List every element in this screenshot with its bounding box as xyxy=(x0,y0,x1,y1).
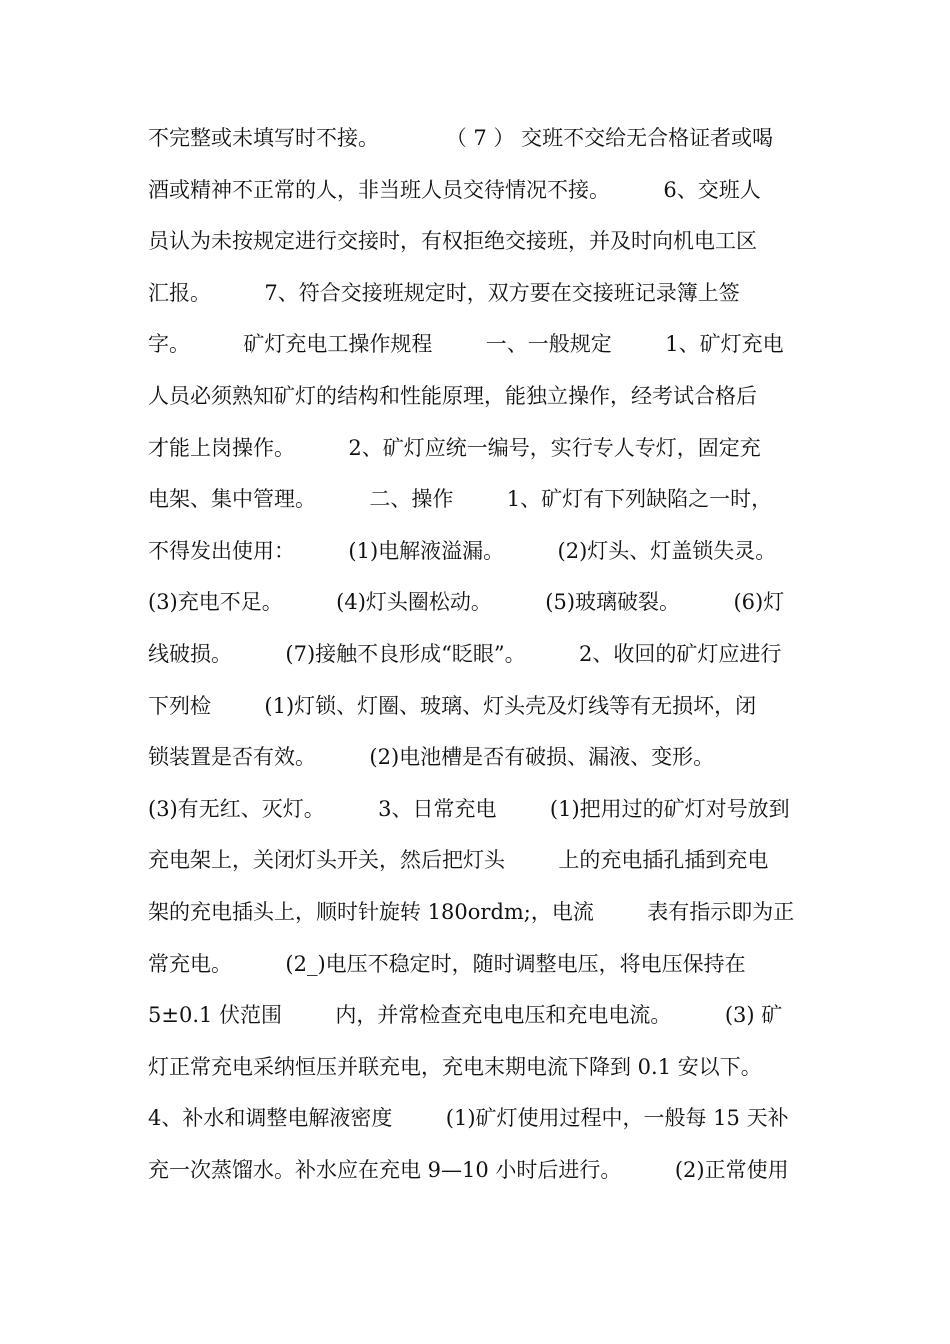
text-line: 5±0.1 伏范围 内，并常检查充电电压和充电电流。 (3) 矿 xyxy=(148,1003,783,1028)
text-line: 灯正常充电采纳恒压并联充电，充电末期电流下降到 0.1 安以下。 xyxy=(148,1054,762,1079)
text-line: 4、补水和调整电解液密度 (1)矿灯使用过程中，一般每 15 天补 xyxy=(148,1106,789,1131)
text-line: (3)充电不足。 (4)灯头圈松动。 (5)玻璃破裂。 (6)灯 xyxy=(148,590,785,615)
text-line: 酒或精神不正常的人，非当班人员交待情况不接。 6、交班人 xyxy=(148,177,761,202)
text-line: 员认为未按规定进行交接时，有权拒绝交接班，并及时向机电工区 xyxy=(148,229,757,254)
text-line: 常充电。 (2_)电压不稳定时，随时调整电压，将电压保持在 xyxy=(148,951,746,976)
text-line: 电架、集中管理。 二、操作 1、矿灯有下列缺陷之一时， xyxy=(148,487,773,512)
text-line: 线破损。 (7)接触不良形成“眨眼”。 2、收回的矿灯应进行 xyxy=(148,641,782,666)
text-line: 架的充电插头上，顺时针旋转 180ordm;，电流 表有指示即为正 xyxy=(148,899,795,924)
body-text xyxy=(148,118,828,1201)
text-line: 下列检 (1)灯锁、灯圈、玻璃、灯头壳及灯线等有无损坏，闭 xyxy=(148,693,757,718)
text-line: (3)有无红、灭灯。 3、日常充电 (1)把用过的矿灯对号放到 xyxy=(148,796,790,821)
text-line: 汇报。 7、符合交接班规定时，双方要在交接班记录簿上签 xyxy=(148,280,740,305)
text-line: 字。 矿灯充电工操作规程 一、一般规定 1、矿灯充电 xyxy=(148,332,784,357)
text-line: 不得发出使用： (1)电解液溢漏。 (2)灯头、灯盖锁失灵。 xyxy=(148,538,777,563)
text-line: 充一次蒸馏水。补水应在充电 9—10 小时后进行。 (2)正常使用 xyxy=(148,1157,789,1182)
text-line: 不完整或未填写时不接。 （ 7 ） 交班不交给无合格证者或喝 xyxy=(148,126,774,150)
text-line: 锁装置是否有效。 (2)电池槽是否有破损、漏液、变形。 xyxy=(148,745,715,770)
text-line: 充电架上，关闭灯头开关，然后把灯头 上的充电插孔插到充电 xyxy=(148,848,769,873)
text-line: 才能上岗操作。 2、矿灯应统一编号，实行专人专灯，固定充 xyxy=(148,435,761,460)
text-line: 人员必须熟知矿灯的结构和性能原理，能独立操作，经考试合格后 xyxy=(148,383,757,408)
